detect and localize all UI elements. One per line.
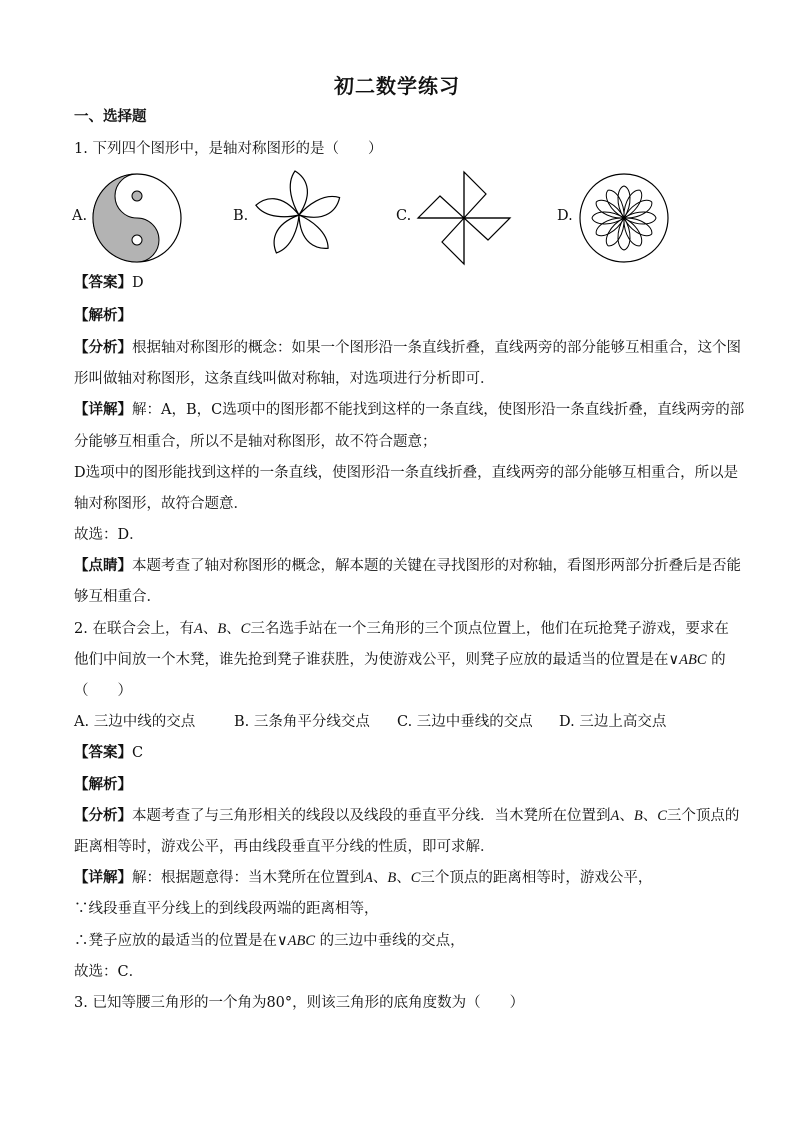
q2-xiangjie-1	[74, 868, 734, 888]
q2-xiangjie-2: ∵线段垂直平分线上的到线段两端的距离相等，	[74, 901, 379, 917]
point-a: A	[610, 808, 620, 824]
answer-tag: 【答案】	[74, 274, 132, 291]
fenxi-tag: 【分析】	[74, 807, 132, 824]
q2-xiangjie-3	[74, 931, 734, 951]
q2-option-d: D. 三边上高交点	[559, 714, 667, 730]
q1-option-b-label: B.	[233, 208, 249, 224]
q3-stem: 3. 已知等腰三角形的一个角为80°，则该三角形的底角度数为（ ）	[74, 995, 525, 1011]
triangle-abc: ABC	[287, 933, 316, 949]
dianjing-tag: 【点睛】	[74, 557, 132, 574]
xiangjie-text: 解：根据题意得：当木凳所在位置到	[132, 870, 364, 886]
xiangjie-text: 三个顶点的距离相等时，游戏公平，	[420, 870, 653, 886]
fenxi-text: 根据轴对称图形的概念：如果一个图形沿一条直线折叠，直线两旁的部分能够互相重合，这个图	[132, 340, 741, 356]
section-heading: 一、选择题	[74, 108, 147, 125]
q1-option-c-label: C.	[396, 208, 412, 224]
q1-fenxi-2: 形叫做轴对称图形，这条直线叫做对称轴，对选项进行分析即可．	[74, 371, 495, 387]
page-title: 初二数学练习	[334, 74, 460, 98]
answer-tag: 【答案】	[74, 744, 132, 761]
windmill-figure	[416, 170, 512, 266]
circular-flower-figure	[578, 172, 670, 264]
point-b: B	[633, 808, 643, 824]
q2-option-c: C. 三边中垂线的交点	[397, 714, 533, 730]
q1-guxuan: 故选：D．	[74, 527, 144, 543]
separator: 、	[202, 621, 218, 637]
q2-stem-text: 的	[706, 652, 726, 668]
q2-stem-2	[74, 650, 734, 670]
dianjing-text: 本题考查了轴对称图形的概念，解本题的关键在寻找图形的对称轴，看图形两部分折叠后是否能	[132, 558, 741, 574]
q2-answer	[74, 743, 734, 763]
point-c: C	[240, 621, 251, 637]
separator: 、	[619, 808, 634, 824]
separator: 、	[372, 870, 388, 886]
q2-jiexi: 【解析】	[74, 776, 132, 793]
fenxi-text: 本题考查了与三角形相关的线段以及线段的垂直平分线．当木凳所在位置到	[132, 808, 611, 824]
q1-option-a-label: A.	[72, 208, 88, 224]
q2-stem-text: 2. 在联合会上，有	[74, 621, 194, 637]
point-b: B	[217, 621, 227, 637]
q2-option-b: B. 三条角平分线交点	[234, 714, 370, 730]
point-a: A	[364, 870, 373, 886]
q2-option-a: A. 三边中线的交点	[74, 714, 196, 730]
q1-option-d-label: D.	[557, 208, 573, 224]
q2-stem-3: （ ）	[74, 683, 132, 699]
triangle-abc: ABC	[679, 652, 707, 668]
point-a: A	[193, 621, 203, 637]
xiangjie-text: 解：A，B，C选项中的图形都不能找到这样的一条直线，使图形沿一条直线折叠，直线两旁的部	[132, 402, 745, 418]
q1-stem: 1. 下列四个图形中，是轴对称图形的是（ ）	[74, 141, 383, 157]
fenxi-tag: 【分析】	[74, 339, 132, 356]
separator: 、	[642, 808, 658, 824]
xiangjie-tag: 【详解】	[74, 869, 132, 886]
q2-fenxi-2: 距离相等时，游戏公平，再由线段垂直平分线的性质，即可求解．	[74, 839, 495, 855]
q1-xiangjie-1	[74, 400, 745, 420]
q1-answer	[74, 273, 734, 293]
q1-xiangjie-4: 轴对称图形，故符合题意．	[74, 496, 248, 512]
answer-value: D	[132, 275, 144, 291]
xiangjie-text: 的三边中垂线的交点，	[315, 933, 465, 949]
separator: 、	[226, 621, 241, 637]
fenxi-text: 三个顶点的	[666, 808, 740, 824]
yin-yang-figure	[91, 172, 183, 264]
q1-dianjing-1	[74, 556, 741, 576]
answer-value: C	[132, 745, 144, 761]
q2-guxuan: 故选：C．	[74, 964, 144, 980]
xiangjie-text: ∴凳子应放的最适当的位置是在∨	[74, 933, 288, 949]
q1-xiangjie-2: 分能够互相重合，所以不是轴对称图形，故不符合题意；	[74, 434, 437, 450]
point-c: C	[410, 870, 421, 886]
pinwheel-petals-figure	[251, 167, 347, 263]
separator: 、	[396, 870, 411, 886]
q1-xiangjie-3: D选项中的图形能找到这样的一条直线，使图形沿一条直线折叠，直线两旁的部分能够互相重合，所以是	[74, 465, 739, 481]
q1-fenxi-1	[74, 338, 741, 358]
xiangjie-tag: 【详解】	[74, 401, 132, 418]
point-b: B	[387, 870, 397, 886]
q1-dianjing-2: 够互相重合．	[74, 589, 161, 605]
q1-jiexi: 【解析】	[74, 307, 132, 324]
q2-stem-text: 他们中间放一个木凳，谁先抢到凳子谁获胜，为使游戏公平，则凳子应放的最适当的位置是在∨	[74, 652, 680, 668]
q2-fenxi-1	[74, 806, 740, 826]
q2-stem-1	[74, 619, 734, 639]
q2-stem-text: 三名选手站在一个三角形的三个顶点位置上，他们在玩抢凳子游戏，要求在	[250, 621, 729, 637]
point-c: C	[657, 808, 667, 824]
